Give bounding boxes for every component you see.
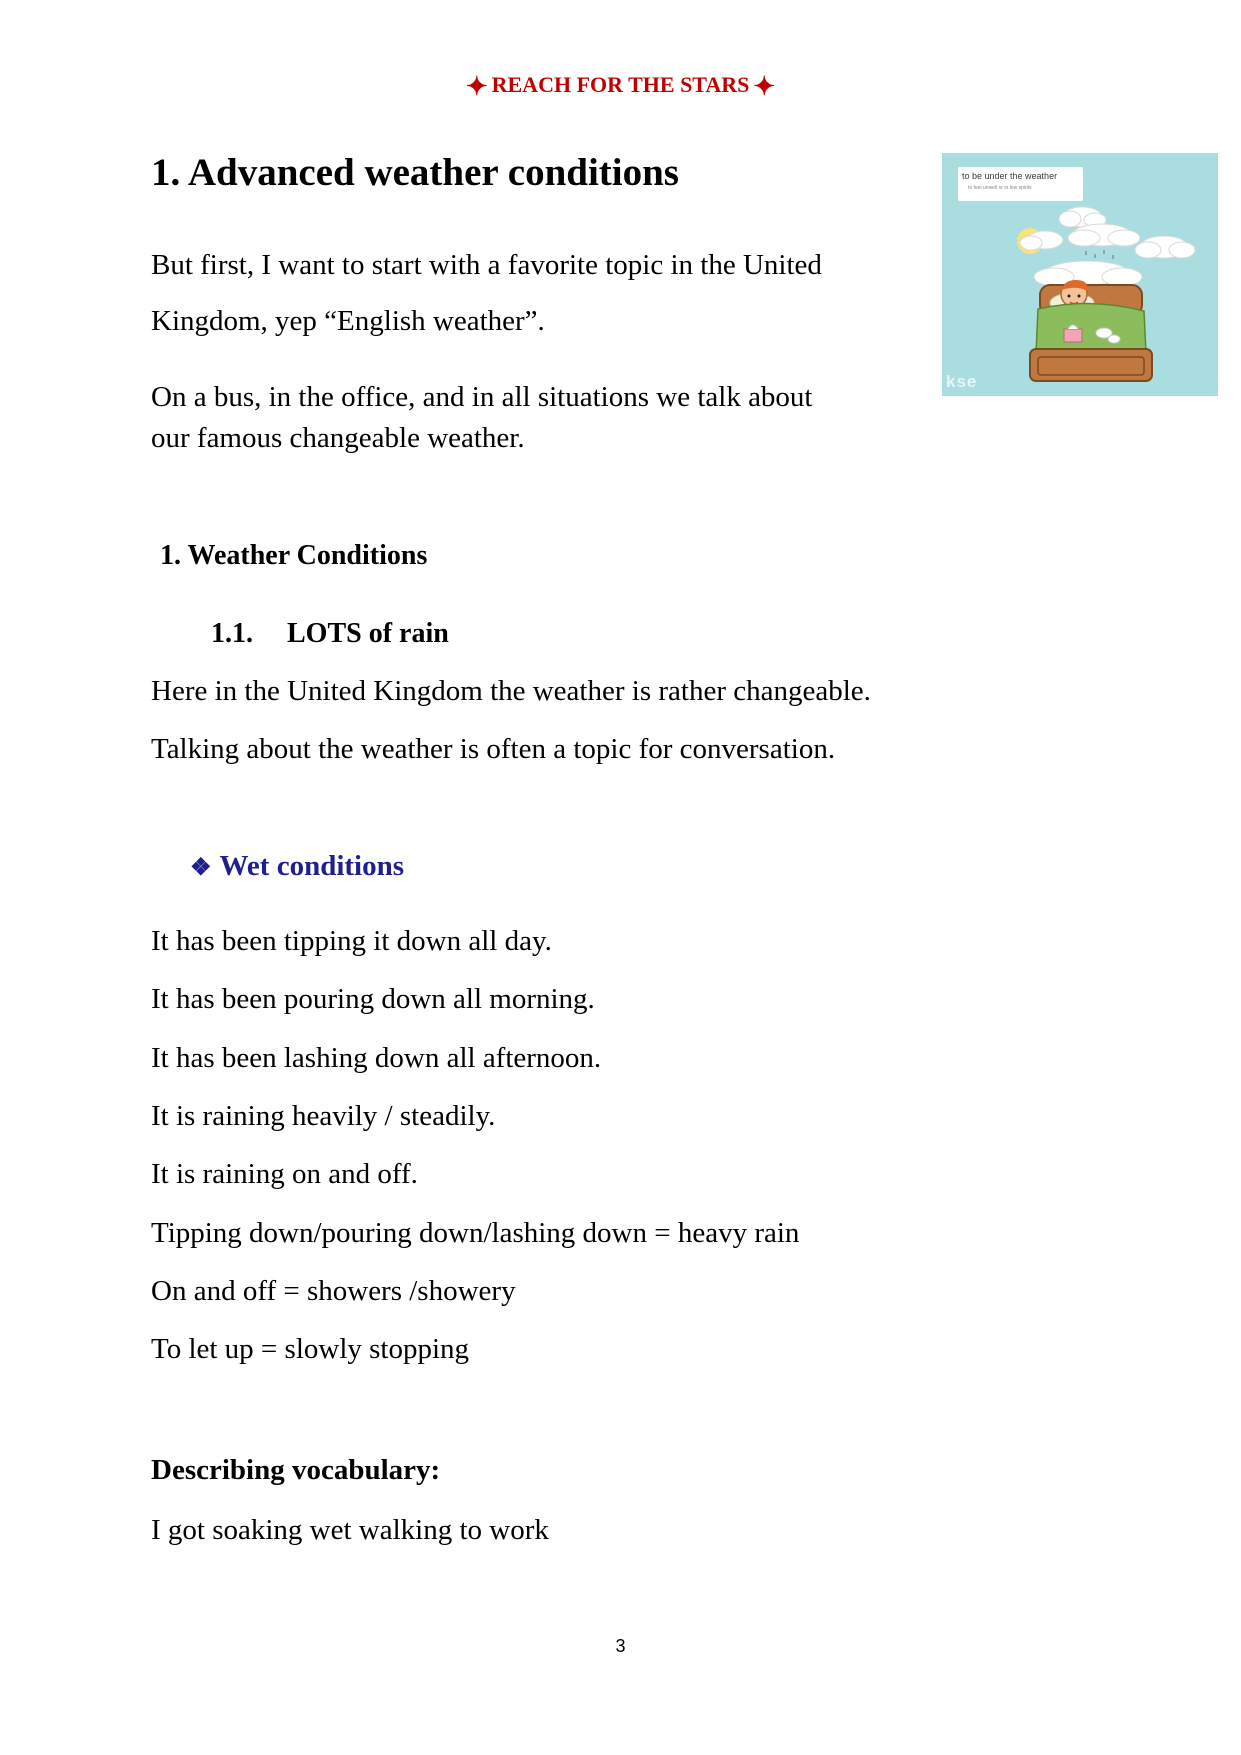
brand-watermark: kse	[946, 372, 978, 391]
subsection-heading	[211, 618, 449, 650]
page-title: 1. Advanced weather conditions	[151, 151, 679, 194]
cloud-icon	[1135, 236, 1195, 258]
wet-line: To let up = slowly stopping	[151, 1333, 470, 1365]
wet-line: It is raining heavily / steadily.	[151, 1100, 496, 1132]
section-heading: 1. Weather Conditions	[160, 540, 428, 571]
diamond-bullet-icon: ❖	[190, 855, 212, 881]
wet-line: On and off = showers /showery	[151, 1275, 516, 1307]
intro-line-1: But first, I want to start with a favorite topic in the United	[151, 249, 822, 281]
cloud-icon	[1034, 261, 1142, 286]
intro-line-4: our famous changeable weather.	[151, 422, 525, 454]
wet-conditions-heading	[190, 850, 404, 883]
intro-line-3: On a bus, in the office, and in all situations we talk about	[151, 381, 813, 413]
describing-line: I got soaking wet walking to work	[151, 1514, 549, 1546]
wet-line: It has been tipping it down all day.	[151, 925, 552, 957]
wet-line: It has been pouring down all morning.	[151, 983, 595, 1015]
wet-line: Tipping down/pouring down/lashing down = heavy rain	[151, 1217, 800, 1249]
section-paragraph-2: Talking about the weather is often a topic for conversation.	[151, 733, 836, 765]
subsection-number: 1.1.	[211, 618, 253, 649]
describing-vocabulary-heading: Describing vocabulary:	[151, 1454, 441, 1486]
star-icon: ✦	[465, 72, 488, 101]
tissue-box-icon	[1064, 329, 1082, 342]
section-paragraph-1: Here in the United Kingdom the weather is rather changeable.	[151, 675, 871, 707]
wet-line: It is raining on and off.	[151, 1158, 418, 1190]
illustration-caption-subtitle: to feel unwell or in low spirits	[968, 185, 1032, 191]
wet-line: It has been lashing down all afternoon.	[151, 1042, 602, 1074]
wet-conditions-title: Wet conditions	[219, 850, 405, 882]
under-the-weather-illustration	[942, 153, 1218, 396]
page-header	[0, 72, 1241, 102]
illustration-caption-title: to be under the weather	[962, 171, 1058, 181]
bed-blanket	[1036, 303, 1146, 353]
subsection-title: LOTS of rain	[287, 618, 449, 649]
bed-frame	[1030, 349, 1152, 381]
intro-line-2: Kingdom, yep “English weather”.	[151, 305, 545, 337]
star-icon: ✦	[753, 72, 776, 101]
page-number: 3	[615, 1636, 626, 1656]
sick-child-in-bed-drawing	[942, 153, 1218, 396]
header-text: REACH FOR THE STARS	[491, 72, 750, 97]
